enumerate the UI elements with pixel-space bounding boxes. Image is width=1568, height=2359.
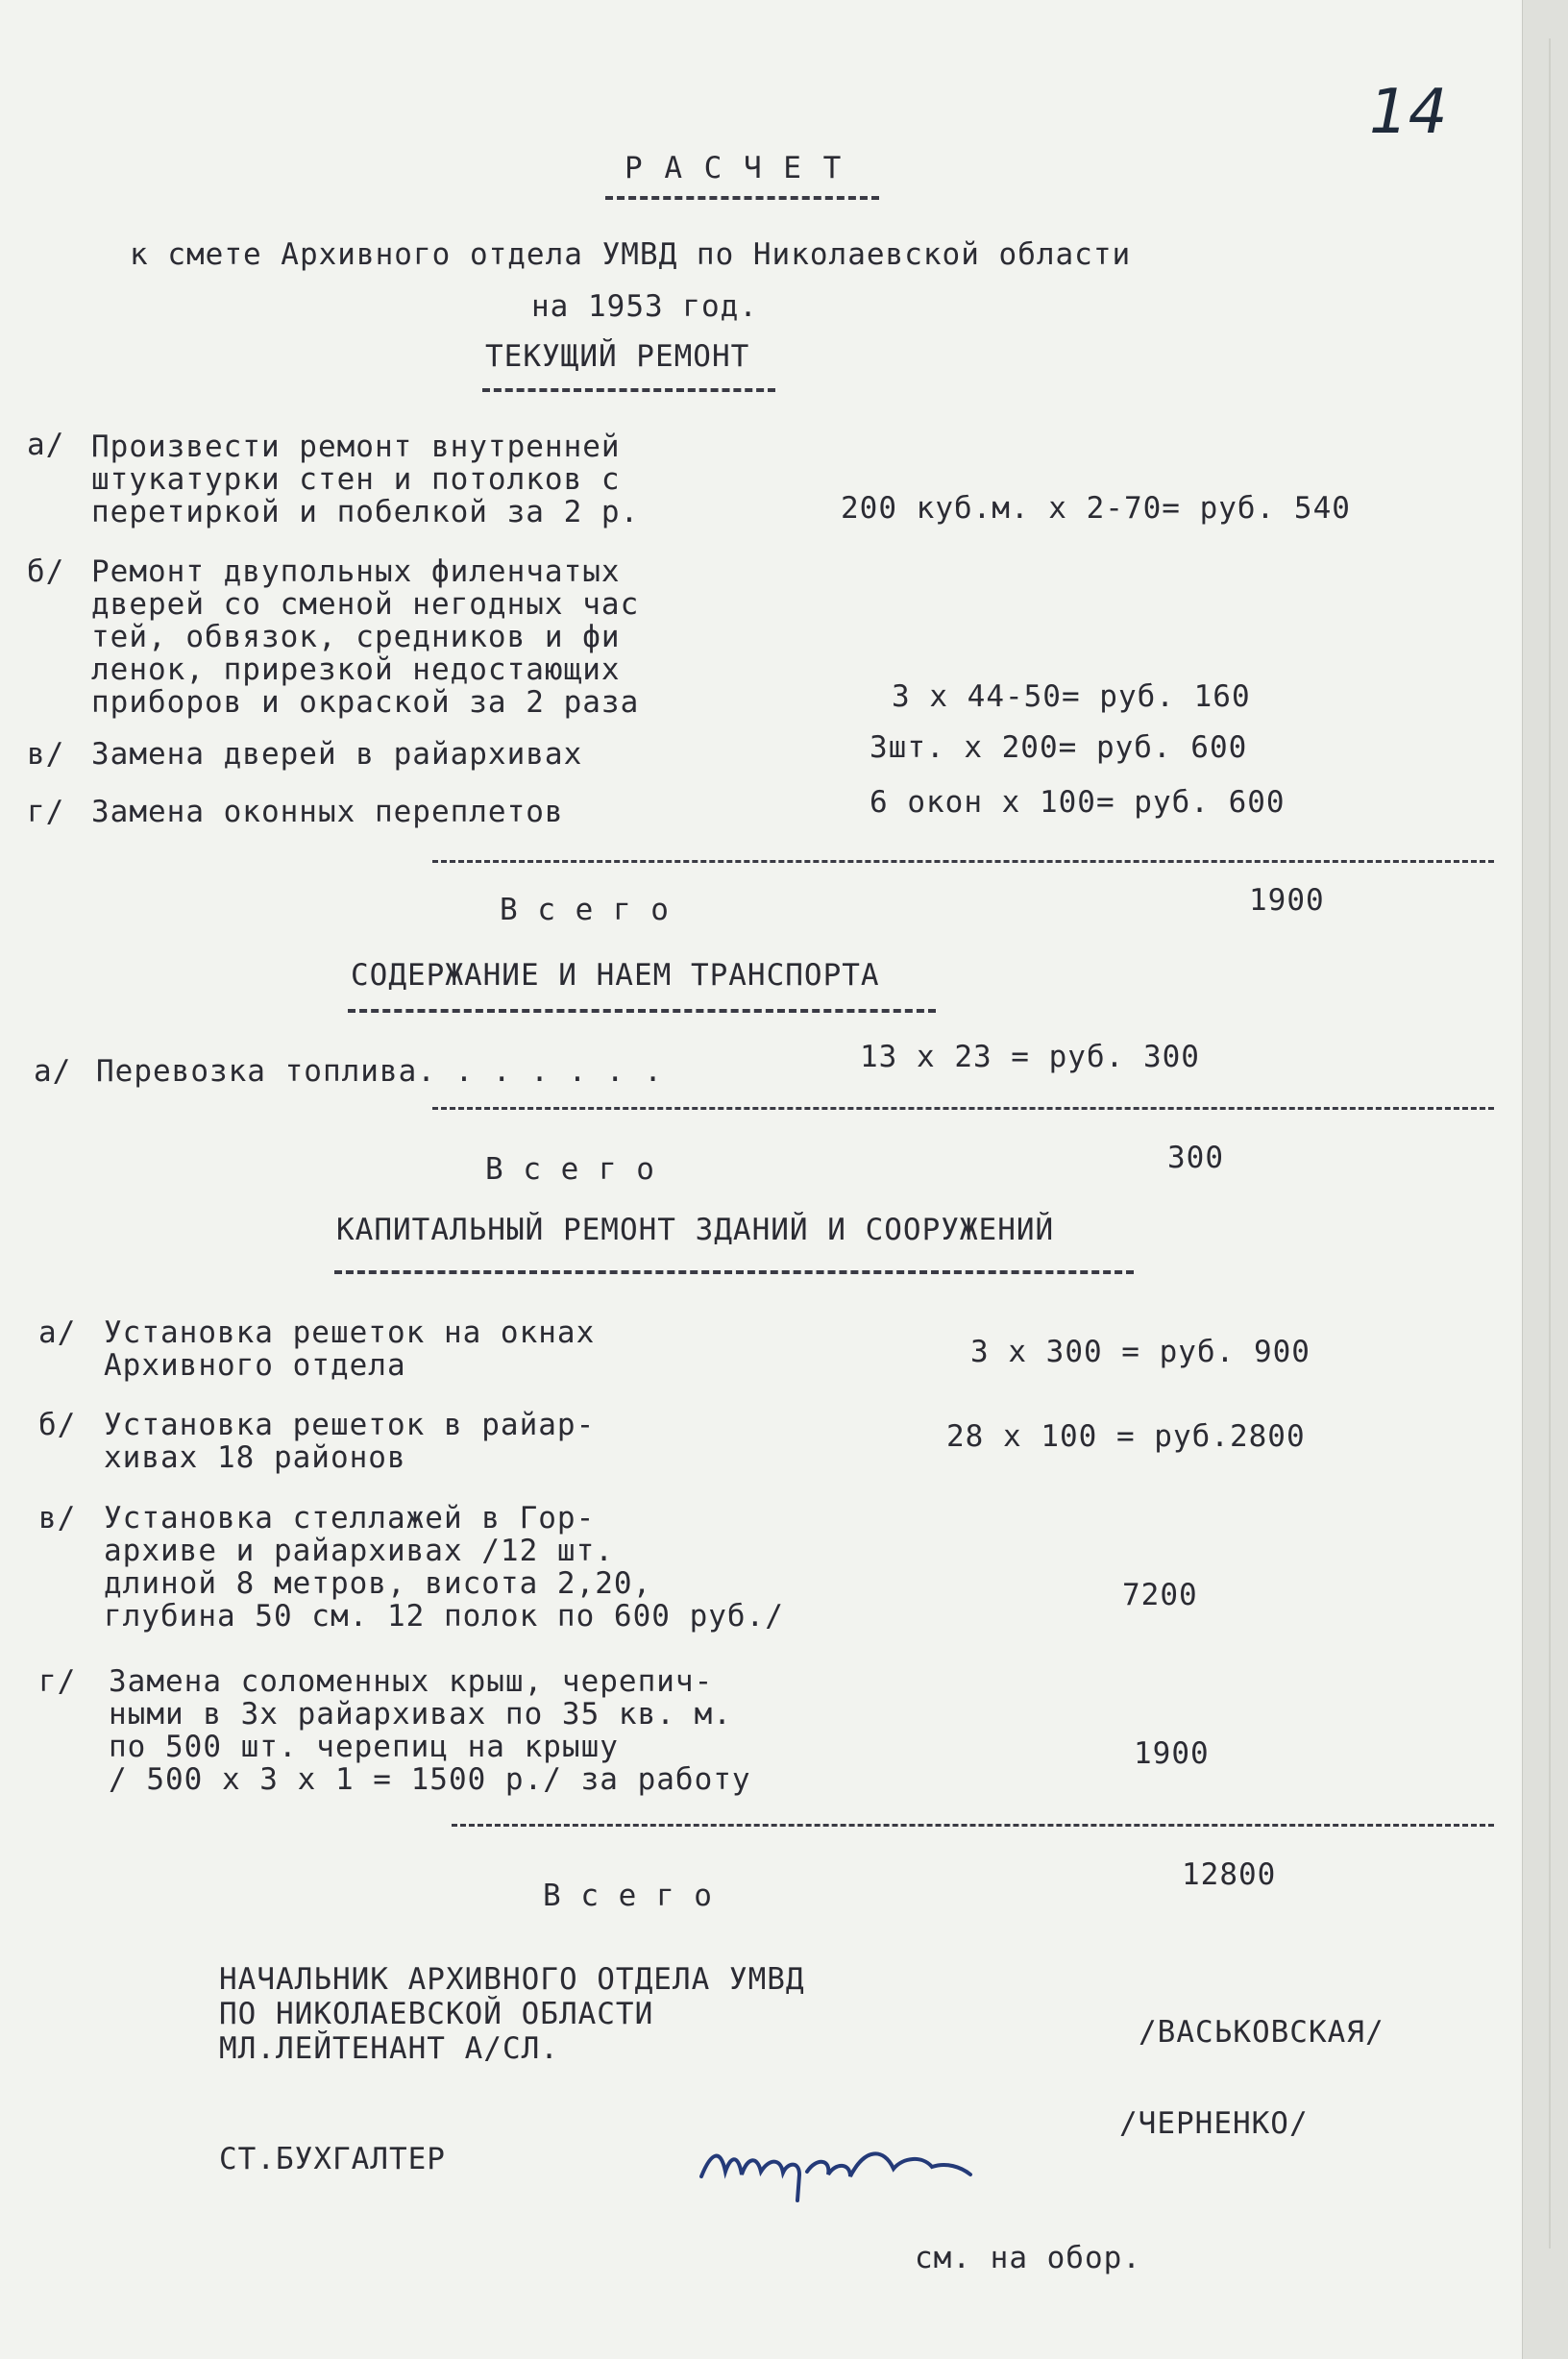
total-value: 1900 — [1249, 883, 1325, 918]
item-calc: 200 куб.м. х 2-70= руб. 540 — [841, 491, 1351, 526]
item-calc: 7200 — [1122, 1578, 1198, 1612]
item-calc: 1900 — [1134, 1736, 1210, 1771]
item-text: Произвести ремонт внутренней штукатурки стен и потолков с перетиркой и побелкой за 2 р. — [91, 430, 640, 529]
item-text: Перевозка топлива. . . . . . . — [96, 1054, 663, 1089]
item-text: Замена дверей в райархивах — [91, 737, 583, 772]
subtitle-line-1: к смете Архивного отдела УМВД по Николаевской области — [130, 237, 1132, 272]
total-value: 300 — [1167, 1141, 1224, 1175]
item-marker: а/ — [34, 1054, 72, 1089]
item-marker: г/ — [38, 1664, 77, 1699]
total-label: В с е г о — [500, 893, 670, 927]
section-heading-underline — [334, 1270, 1134, 1274]
item-marker: в/ — [38, 1501, 77, 1536]
item-text: Установка стеллажей в Гор- архиве и райархивах /12 шт. длиной 8 метров, висота 2,20, глубина 50 см. 12 полок по 600 руб./ — [104, 1501, 784, 1634]
page-number: 14 — [1369, 77, 1448, 148]
item-marker: г/ — [27, 795, 65, 829]
item-calc: 3шт. х 200= руб. 600 — [870, 730, 1248, 765]
footer-note: см. на обор. — [915, 2241, 1141, 2275]
item-calc: 3 х 44-50= руб. 160 — [892, 679, 1251, 714]
subtitle-line-2: на 1953 год. — [531, 289, 758, 324]
item-text: Установка решеток на окнах Архивного отдела — [104, 1315, 596, 1383]
head-name: /ВАСЬКОВСКАЯ/ — [1139, 2015, 1384, 2050]
next-page-edge — [1522, 0, 1568, 2359]
item-text: Замена оконных переплетов — [91, 795, 564, 829]
item-calc: 3 х 300 = руб. 900 — [970, 1335, 1311, 1369]
section-heading-underline — [348, 1009, 936, 1013]
item-calc: 28 х 100 = руб.2800 — [946, 1419, 1306, 1454]
total-label: В с е г о — [485, 1152, 655, 1187]
section-heading-underline — [482, 388, 775, 392]
section-heading-transport: СОДЕРЖАНИЕ И НАЕМ ТРАНСПОРТА — [351, 958, 880, 993]
title-underline — [605, 196, 879, 200]
total-label: В с е г о — [543, 1879, 713, 1913]
section-heading-capital-repair: КАПИТАЛЬНЫЙ РЕМОНТ ЗДАНИЙ И СООРУЖЕНИЙ — [336, 1213, 1055, 1247]
accountant-name: /ЧЕРНЕНКО/ — [1119, 2106, 1309, 2141]
item-calc: 6 окон х 100= руб. 600 — [870, 785, 1286, 820]
handwritten-signature — [692, 2119, 980, 2205]
total-rule — [432, 1107, 1494, 1110]
document-title: Р А С Ч Е Т — [625, 151, 844, 185]
item-marker: в/ — [27, 737, 65, 772]
head-title: НАЧАЛЬНИК АРХИВНОГО ОТДЕЛА УМВД ПО НИКОЛАЕВСКОЙ ОБЛАСТИ МЛ.ЛЕЙТЕНАНТ А/СЛ. — [219, 1962, 805, 2066]
item-marker: а/ — [38, 1315, 77, 1350]
item-text: Установка решеток в райар- хивах 18 районов — [104, 1408, 596, 1475]
section-heading-current-repair: ТЕКУЩИЙ РЕМОНТ — [485, 339, 750, 374]
item-marker: б/ — [38, 1408, 77, 1442]
total-rule — [432, 860, 1494, 863]
item-text: Ремонт двупольных филенчатых дверей со сменой негодных час тей, обвязок, средников и фи ленок, прирезкой недостающих приборов и окраской за 2 раза — [91, 554, 640, 720]
total-rule — [452, 1824, 1494, 1827]
item-text: Замена соломенных крыш, черепич- ными в 3х райархивах по 35 кв. м. по 500 шт. черепиц на крышу / 500 х 3 х 1 = 1500 р./ за работу — [109, 1664, 751, 1797]
accountant-title: СТ.БУХГАЛТЕР — [219, 2142, 446, 2176]
item-marker: б/ — [27, 554, 65, 589]
item-marker: а/ — [27, 428, 65, 462]
page-edge-line — [1549, 38, 1551, 2248]
total-value: 12800 — [1182, 1857, 1277, 1892]
item-calc: 13 х 23 = руб. 300 — [860, 1040, 1200, 1074]
